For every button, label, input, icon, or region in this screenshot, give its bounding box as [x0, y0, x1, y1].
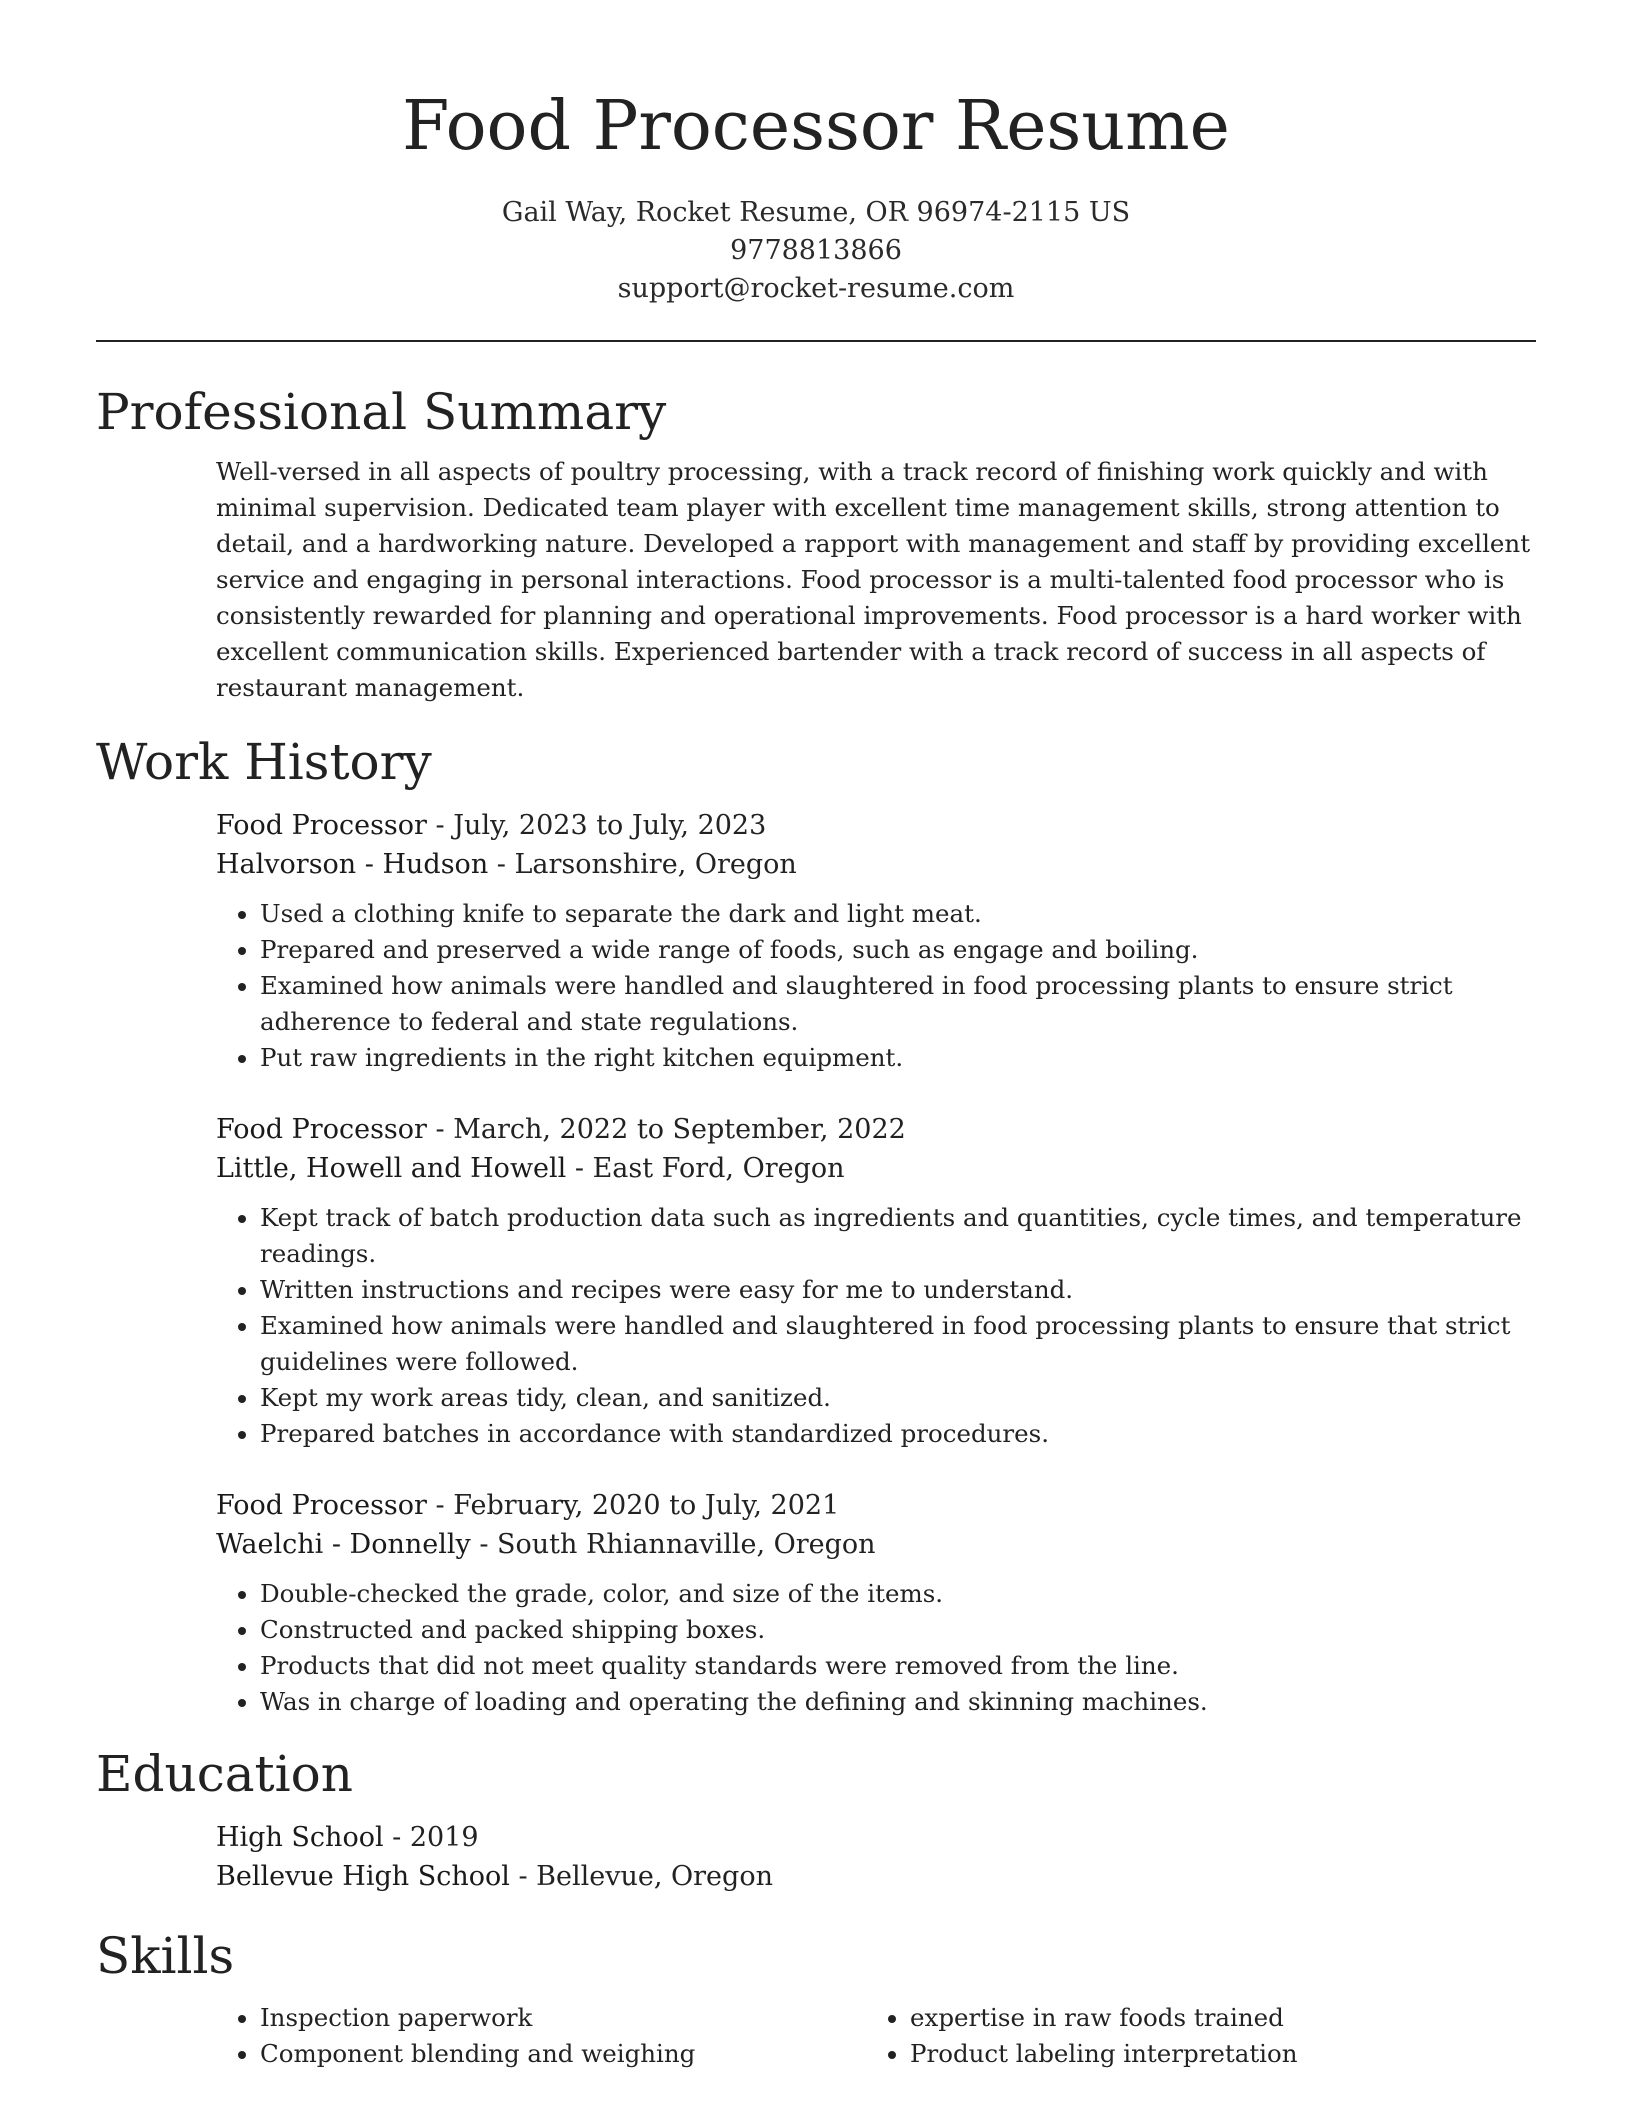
- header-divider: [96, 340, 1536, 342]
- job-company: Halvorson - Hudson: [216, 849, 489, 880]
- contact-phone: 9778813866: [730, 235, 902, 266]
- summary-section: [96, 382, 1536, 706]
- job-role: Food Processor: [216, 1114, 427, 1145]
- job-title-line: [216, 806, 1536, 845]
- resume-title: Food Processor Resume: [402, 87, 1230, 166]
- job-duties: [216, 1200, 1536, 1452]
- job-company-line: [216, 845, 1536, 884]
- job-location: - East Ford, Oregon: [566, 1153, 845, 1184]
- education-degree: High School: [216, 1822, 384, 1853]
- job-entry: [216, 1110, 1536, 1452]
- skills-column-left: [216, 2000, 866, 2072]
- list-item: • Prepared and preserved a wide range of foods, such as engage and boiling.: [260, 932, 1536, 968]
- job-duties: [216, 896, 1536, 1076]
- list-item: • Kept my work areas tidy, clean, and sanitized.: [260, 1380, 1536, 1416]
- job-company: Little, Howell and Howell: [216, 1153, 567, 1184]
- skill-item: • Inspection paperwork: [260, 2000, 866, 2036]
- list-item: • Was in charge of loading and operating the defining and skinning machines.: [260, 1684, 1536, 1720]
- job-entry: [216, 806, 1536, 1076]
- job-title-line: [216, 1486, 1536, 1525]
- skills-list: [866, 2000, 1516, 2072]
- job-location: - South Rhiannaville, Oregon: [470, 1529, 876, 1560]
- education-degree-line: [216, 1818, 1536, 1857]
- list-item: • Examined how animals were handled and slaughtered in food processing plants to ensure that strict guidelines were followed.: [260, 1308, 1536, 1380]
- job-entry: [216, 1486, 1536, 1720]
- list-item: • Used a clothing knife to separate the dark and light meat.: [260, 896, 1536, 932]
- summary-text: Well-versed in all aspects of poultry processing, with a track record of finishing work quickly and with minimal supervision. Dedicated team player with excellent time management skills, strong attention to detail, and a hardworking nature. Developed a rapport with management and staff by providing excellent service and engaging in personal interactions. Food processor is a multi-talented food processor who is consistently rewarded for planning and operational improvements. Food processor is a hard worker with excellent communication skills. Experienced bartender with a track record of success in all aspects of restaurant management.: [216, 457, 1531, 702]
- skills-list: [216, 2000, 866, 2072]
- job-role: Food Processor: [216, 1490, 427, 1521]
- job-dates: - July, 2023 to July, 2023: [426, 810, 767, 841]
- work-history-section: [96, 732, 1536, 1720]
- list-item: • Constructed and packed shipping boxes.: [260, 1612, 1536, 1648]
- skill-item: • Product labeling interpretation: [910, 2036, 1516, 2072]
- skill-item: • Component blending and weighing: [260, 2036, 866, 2072]
- skills-section: [96, 1926, 1536, 2072]
- job-company-line: [216, 1525, 1536, 1564]
- list-item: • Kept track of batch production data such as ingredients and quantities, cycle times, and temperature readings.: [260, 1200, 1536, 1272]
- education-location: - Bellevue, Oregon: [509, 1861, 773, 1892]
- list-item: • Double-checked the grade, color, and size of the items.: [260, 1576, 1536, 1612]
- skills-heading: Skills: [96, 1927, 235, 1985]
- education-school: Bellevue High School: [216, 1861, 510, 1892]
- education-section: [96, 1744, 1536, 1896]
- skills-column-right: [866, 2000, 1516, 2072]
- job-company-line: [216, 1149, 1536, 1188]
- job-location: - Larsonshire, Oregon: [488, 849, 797, 880]
- list-item: • Products that did not meet quality standards were removed from the line.: [260, 1648, 1536, 1684]
- skills-grid: [216, 2000, 1536, 2072]
- job-role: Food Processor: [216, 810, 427, 841]
- education-year: - 2019: [383, 1822, 479, 1853]
- education-heading: Education: [96, 1745, 353, 1803]
- contact-address: Gail Way, Rocket Resume, OR 96974-2115 US: [501, 197, 1131, 228]
- resume-header: [96, 0, 1536, 308]
- summary-heading: Professional Summary: [96, 383, 667, 441]
- contact-block: [96, 194, 1536, 308]
- job-title-line: [216, 1110, 1536, 1149]
- job-dates: - March, 2022 to September, 2022: [426, 1114, 906, 1145]
- education-school-line: [216, 1857, 1536, 1896]
- job-company: Waelchi - Donnelly: [216, 1529, 471, 1560]
- skill-item: • expertise in raw foods trained: [910, 2000, 1516, 2036]
- work-history-heading: Work History: [96, 733, 432, 791]
- list-item: • Put raw ingredients in the right kitchen equipment.: [260, 1040, 1536, 1076]
- resume-page: [96, 0, 1536, 2072]
- job-dates: - February, 2020 to July, 2021: [426, 1490, 840, 1521]
- list-item: • Examined how animals were handled and slaughtered in food processing plants to ensure strict adherence to federal and state regulations.: [260, 968, 1536, 1040]
- job-duties: [216, 1576, 1536, 1720]
- list-item: • Written instructions and recipes were easy for me to understand.: [260, 1272, 1536, 1308]
- list-item: • Prepared batches in accordance with standardized procedures.: [260, 1416, 1536, 1452]
- education-entry: [216, 1818, 1536, 1896]
- contact-email: support@rocket-resume.com: [617, 273, 1015, 304]
